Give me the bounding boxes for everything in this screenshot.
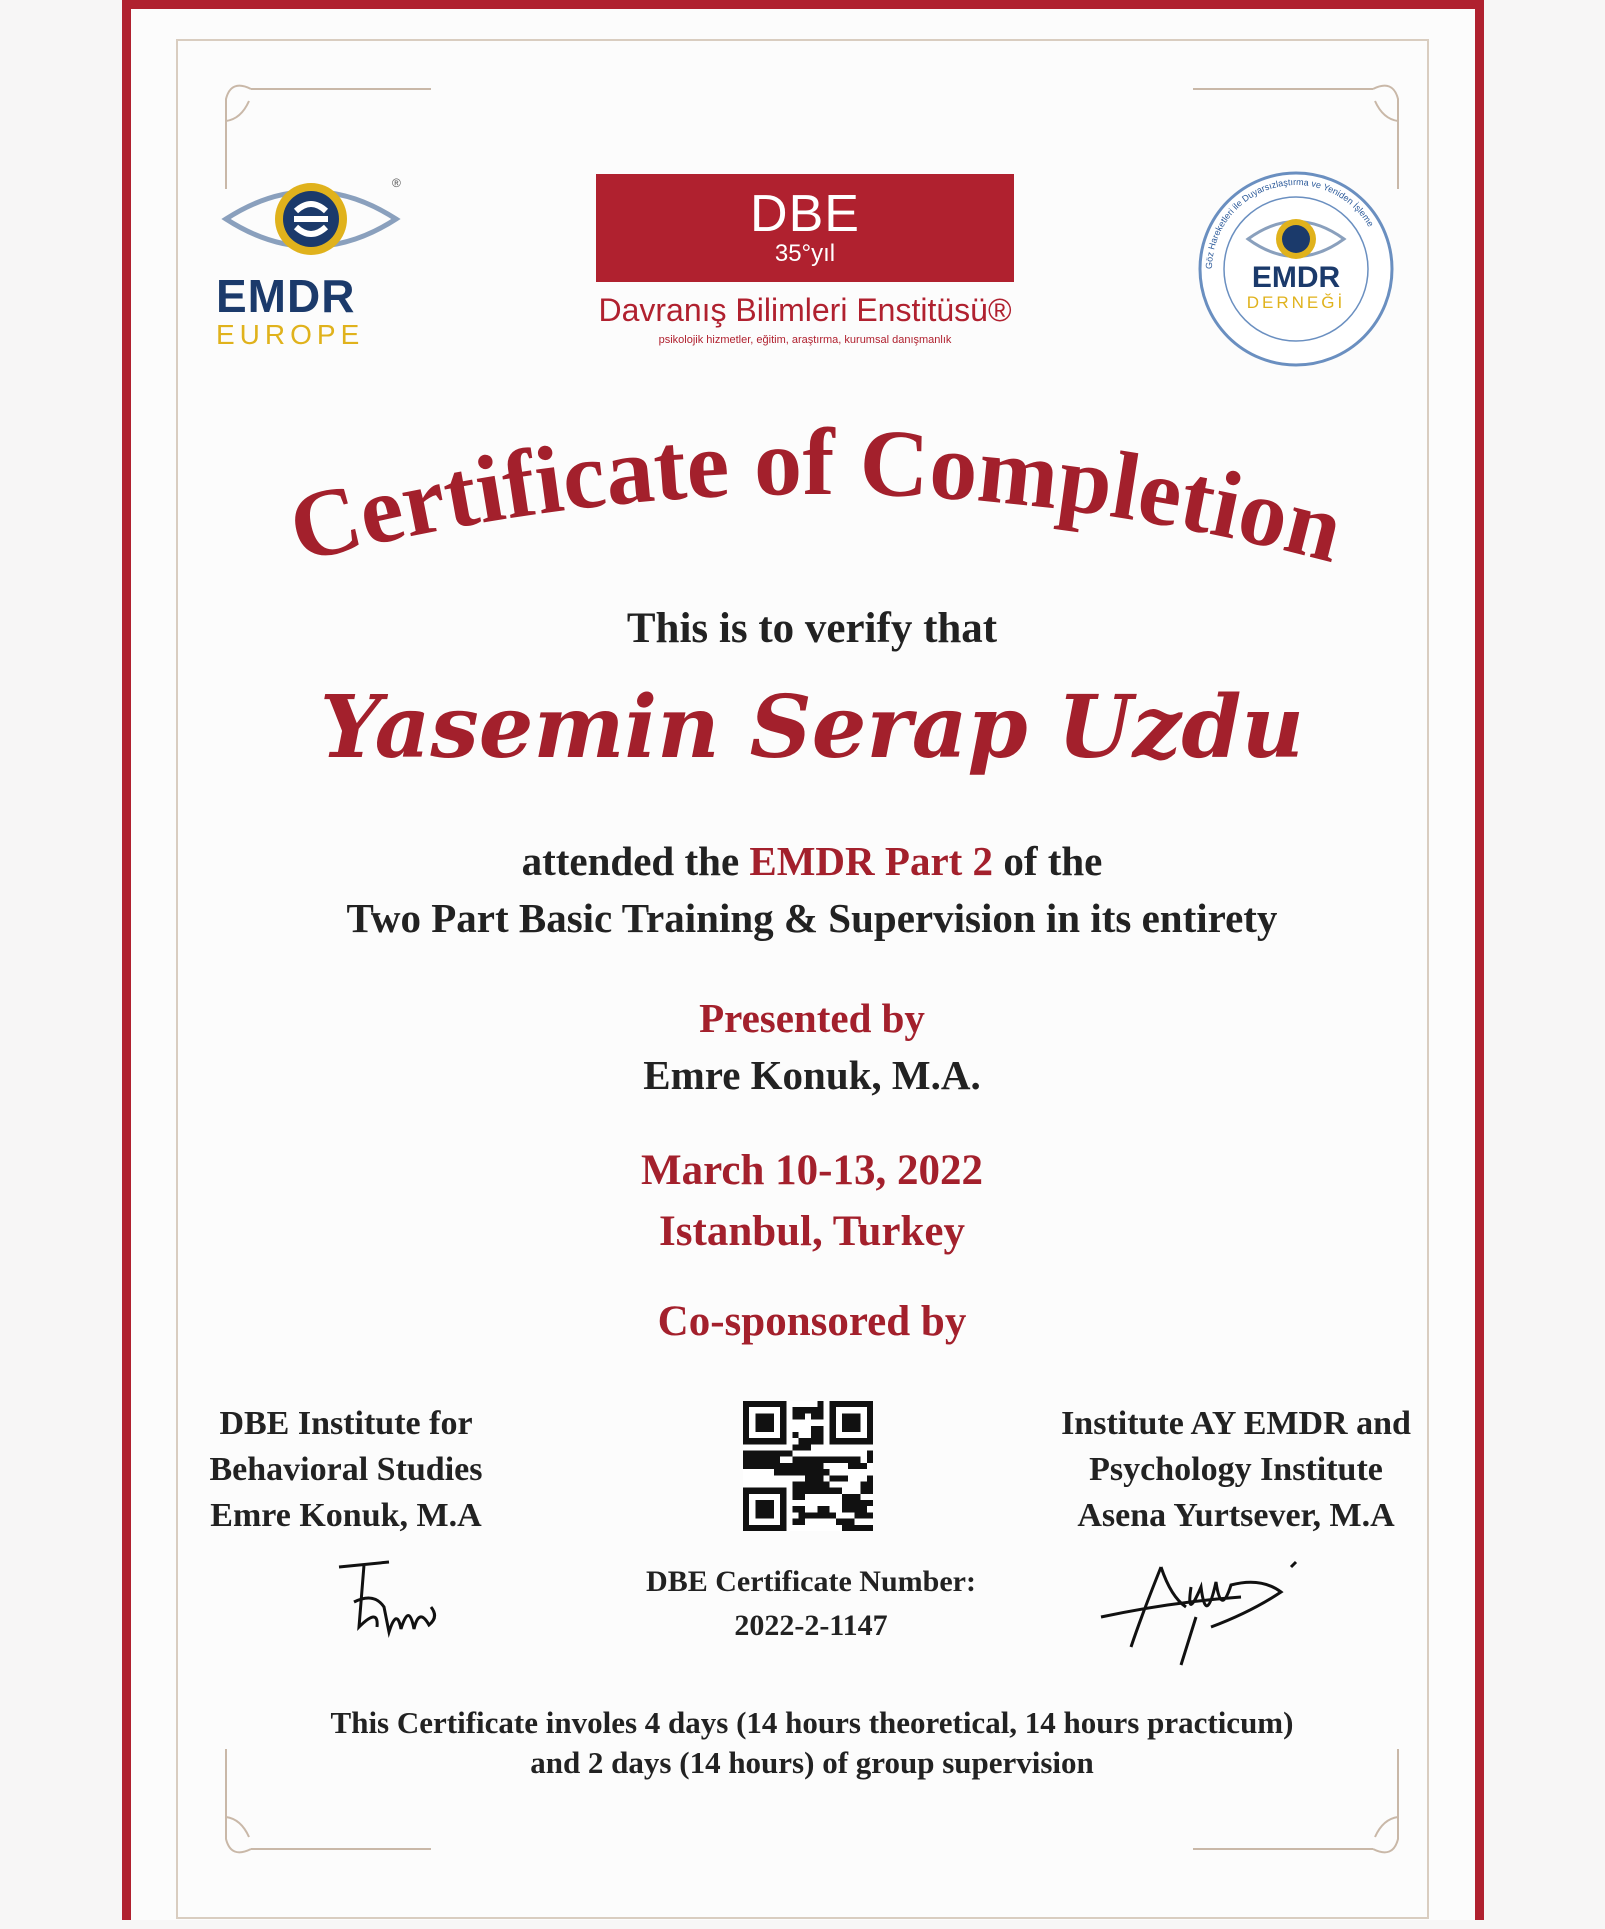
sponsor-left-line1: DBE Institute for [219,1405,473,1442]
program-highlight: EMDR Part 2 [749,838,994,884]
dernegi-word: EMDR [1251,261,1341,294]
sponsor-right-line1: Institute AY EMDR and [1061,1405,1411,1442]
recipient-name: Yasemin Serap Uzdu [319,677,1305,778]
svg-text:®: ® [392,176,401,190]
sponsor-right [1011,1401,1461,1539]
training-location: Istanbul, Turkey [659,1208,965,1255]
qr-code-icon [743,1401,873,1531]
emdr-europe-logo [216,169,406,359]
emdr-europe-sub: EUROPE [216,319,365,350]
svg-text:Göz Hareketleri ile Duyarsızla: Göz Hareketleri ile Duyarsızlaştırma ve Yeniden İşleme [1203,176,1376,270]
cosponsored-label: Co-sponsored by [657,1298,967,1345]
svg-text:Certificate of Completion: Certificate of Completion [278,419,1354,583]
emdr-dernegi-logo [1196,169,1396,369]
training-date: March 10-13, 2022 [641,1147,983,1194]
dbe-name: Davranış Bilimleri Enstitüsü® [598,292,1012,328]
attended-prefix: attended the [521,838,750,884]
eye-icon [216,169,406,269]
dernegi-sub: DERNEĞİ [1246,293,1346,312]
signature-left [319,1547,479,1647]
sponsor-left [181,1401,511,1539]
verify-text: This is to verify that [626,605,998,652]
sponsor-left-line3: Emre Konuk, M.A [210,1497,482,1534]
attended-line [131,837,1493,885]
sponsor-left-line2: Behavioral Studies [209,1451,483,1488]
certificate-number-label: DBE Certificate Number: [646,1565,976,1598]
emdr-europe-word: EMDR [216,270,356,322]
certificate-sheet [122,0,1484,1920]
sponsor-right-line3: Asena Yurtsever, M.A [1077,1497,1395,1534]
footer-line1: This Certificate involes 4 days (14 hours theoretical, 14 hours practicum) [330,1705,1294,1740]
footer-line2: and 2 days (14 hours) of group supervision [530,1745,1094,1780]
sponsor-right-line2: Psychology Institute [1089,1451,1383,1488]
presented-by-label: Presented by [699,995,925,1041]
dbe-tagline: psikolojik hizmetler, eğitim, araştırma, kurumsal danışmanlık [658,334,952,346]
certificate-number-value: 2022-2-1147 [734,1609,888,1642]
attended-suffix: of the [993,838,1103,884]
dbe-logo [596,174,1016,364]
certificate-title [191,419,1441,619]
dbe-letters: DBE [750,185,860,243]
signature-right [1091,1547,1321,1667]
presenter-name: Emre Konuk, M.A. [643,1052,981,1098]
dbe-years: 35°yıl [774,240,836,267]
program-line: Two Part Basic Training & Supervision in its entirety [346,895,1278,941]
